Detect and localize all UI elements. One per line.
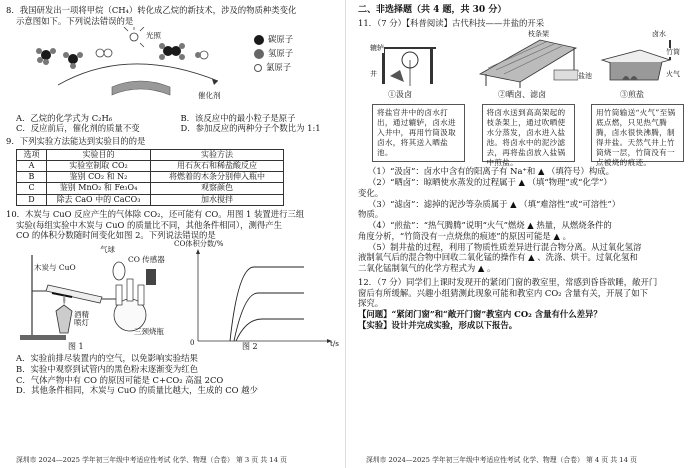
catalyst-label: 催化剂: [198, 90, 221, 100]
q10-option-c: C．气体产物中有 CO 的原因可能是 C+CO₂ 高温 2CO: [16, 374, 224, 385]
well-illustration: [380, 48, 436, 86]
q10-stem-line2: 实验(每组实验中木炭与 CuO 的质量比不同，其他条件相同），测得产生: [16, 219, 282, 230]
table-row: [17, 183, 284, 194]
q9-table: [16, 149, 284, 206]
table-row: [17, 194, 284, 205]
label-brine: 卤水: [652, 30, 666, 39]
q9-stem: 9．下列实验方法能达到实验目的的是: [6, 136, 146, 146]
table-cell: D: [17, 194, 47, 205]
label-flask: 三颈烧瓶: [134, 327, 164, 337]
label-mix: 木炭与 CuO: [34, 263, 76, 273]
light-icon: [124, 27, 144, 47]
hydrogen-atom-icon: [254, 49, 264, 59]
page-footer: 深圳市 2024—2025 学年初三年级中考适应性考试 化学、物理（合卷） 第 4 页 共 14 页: [366, 456, 637, 465]
table-cell: 用石灰石和稀盐酸反应: [151, 160, 284, 171]
curve-3: [236, 319, 304, 341]
q11-items: [358, 166, 685, 274]
q8-stem-line1: 8．我国研发出一项将甲烷（CH₄）转化成乙烷的新技术，涉及的物质种类变化: [6, 5, 297, 15]
caption-3: ③煎盐: [620, 90, 644, 100]
table-header: 选项: [17, 149, 47, 160]
table-row: [17, 160, 284, 171]
table-cell: A: [17, 160, 47, 171]
label-rack: 枝条架: [528, 30, 549, 39]
curve-2: [234, 293, 304, 341]
legend-hydrogen: 氢原子: [268, 48, 294, 59]
label-fire: 火气: [666, 70, 680, 79]
text-box-2: 将卤水送到高高架起的枝条架上，通过吹晒使水分蒸发，卤水进入盐池。将卤水中的泥沙滤去，再将盐卤放入盐锅中煎盐。: [482, 104, 575, 162]
caption-1: ①汲卤: [388, 90, 412, 100]
q10-options: [6, 353, 339, 396]
q10-option-b: B．实验中观察到试管内的黑色粉末逐渐变为红色: [16, 363, 199, 374]
table-header: 实验目的: [47, 149, 151, 160]
section-title: 二、非选择题（共 4 题，共 30 分）: [358, 5, 507, 15]
q10-option-d: D．其他条件相同，木炭与 CuO 的质量比越大，生成的 CO 越少: [16, 385, 258, 396]
table-cell: B: [17, 172, 47, 183]
molecule-right-2: [195, 51, 208, 59]
q12-experiment: 【实验】设计并完成实验，形成以下报告。: [358, 319, 518, 330]
q10-stem-line3: CO 的体积分数随时间变化如图 2。下列说法错误的是: [16, 230, 216, 241]
q11-item-3: （3）“滤卤”：滤掉的泥沙等杂质属于 ▲ （填“难溶性”或“可溶性”）: [368, 198, 621, 209]
legend-chlorine: 氯原子: [266, 62, 292, 73]
molecule-right-1: [159, 43, 185, 60]
q11-illustrations: [370, 30, 688, 100]
table-cell: C: [17, 183, 47, 194]
molecule-left-1: [36, 48, 56, 65]
pan-illustration: [602, 40, 670, 80]
table-cell: 加水搅拌: [151, 194, 284, 205]
q12-question: 【问题】“紧闭门窗”和“敞开门窗”教室内 CO₂ 含量有什么差异？: [358, 309, 602, 320]
catalyst-surface: [112, 81, 170, 95]
table-cell: 除去 CaO 中的 CaCO₃: [47, 194, 151, 205]
label-sensor: CO 传感器: [128, 255, 165, 265]
legend-carbon: 碳原子: [268, 34, 294, 45]
label-burner: 酒精喷灯: [74, 310, 89, 328]
chlorine-atom-icon: [254, 64, 262, 72]
page-4: [346, 0, 691, 468]
q10-option-a: A．实验前排尽装置内的空气，以免影响实验结果: [16, 353, 198, 364]
q11-item-2-cont: 变化。: [358, 187, 384, 198]
table-cell: 观察颜色: [151, 183, 284, 194]
table-header: 实验方法: [151, 149, 284, 160]
q12-stem-line2: 窗后有所缓解。兴趣小组猜测此现象可能和教室内 CO₂ 含量有关，开展了如下: [358, 287, 648, 298]
q8-options: [6, 113, 339, 135]
burner-icon: [56, 305, 72, 333]
table-cell: 鉴别 MnO₂ 和 Fe₃O₄: [47, 183, 151, 194]
q8-option-c: C．反应前后，催化剂的质量不变: [16, 123, 140, 134]
q8-figure: [28, 27, 328, 113]
text-box-1: 将盐官井中的卤水打出，通过辘轳，卤水进入井中，再用竹筒汲取卤水，将其送入晒盐池。: [372, 104, 465, 162]
q8-option-a: A．乙烷的化学式为 C₂H₆: [16, 112, 113, 123]
carbon-atom-icon: [254, 35, 264, 45]
chart-origin: 0: [190, 339, 195, 348]
q11-item-5-cont: 液制氧气后的混合物中回收二氧化锰的操作有 ▲ 、洗涤、烘干。过氧化氢和: [358, 252, 638, 263]
caption-2: ②晒卤、滤卤: [498, 90, 546, 100]
q11-item-5-cont2: 二氧化锰制氧气的化学方程式为 ▲ 。: [358, 263, 496, 274]
atom-legend: [254, 33, 293, 75]
table-row: [17, 172, 284, 183]
q11-item-3-cont: 物质。: [358, 209, 384, 220]
table-cell: 将燃着的木条分别伸入瓶中: [151, 172, 284, 183]
label-bamboo: 竹筒: [666, 48, 680, 57]
q11-item-4-cont: 角度分析，“竹筒没有一点烧焦的痕迹”的原因可能是 ▲ 。: [358, 230, 571, 241]
chart-ylabel: CO体积分数/%: [174, 239, 224, 249]
table-header-row: [17, 149, 284, 160]
q12: [358, 277, 685, 331]
label-pulley: 辘轳: [370, 44, 384, 53]
q11-stem: 11．（7 分）【科普阅读】古代科技——井盐的开采: [358, 17, 545, 28]
chart-xlabel: t/s: [330, 339, 339, 349]
label-pool: 盐池: [578, 72, 592, 81]
text-box-3: 用竹筒输送“火气”至锅底点燃，只见热气腾腾，卤水很快沸腾，制得井盐。天然气井上竹筒烧一层，竹筒没有一点被烧的痕迹。: [591, 104, 684, 162]
q11-item-4: （4）“煎盐”：“热气腾腾”说明“火气”燃烧 ▲ 热量，从燃烧条件的: [368, 220, 612, 231]
curve-1: [230, 267, 304, 341]
q12-stem-line3: 探究。: [358, 298, 384, 309]
page-footer: 深圳市 2024—2025 学年初三年级中考适应性考试 化学、物理（合卷） 第 3 页 共 14 页: [16, 456, 287, 465]
q8-option-b: B．该反应中的最小粒子是原子: [180, 112, 296, 123]
q8-option-d: D．参加反应的两种分子个数比为 1:1: [180, 123, 321, 134]
q10-figures: [12, 241, 342, 353]
q11-item-2: （2）“晒卤”：晾晒使水蒸发的过程属于 ▲ （填“物理”或“化学”）: [368, 177, 612, 188]
co-curve-chart: [184, 247, 334, 347]
label-balloon: 气球: [100, 245, 115, 255]
table-cell: 实验室制取 CO₂: [47, 160, 151, 171]
molecule-cl: [96, 49, 112, 57]
molecule-left-2: [63, 52, 83, 69]
fig1-caption: 图 1: [68, 342, 84, 352]
q8-stem-line2: 示意图如下。下列说法错误的是: [16, 15, 134, 26]
rack-illustration: [480, 40, 578, 88]
sensor-icon: [146, 269, 156, 285]
label-well: 井: [370, 70, 377, 79]
q10-stem-line1: 10．木炭与 CuO 反应产生的气体除 CO₂，还可能有 CO。用图 1 装置进行三组: [6, 208, 305, 219]
q11-text-boxes: [372, 104, 684, 167]
balloon-icon: [113, 262, 125, 280]
fig2-caption: 图 2: [242, 342, 258, 352]
table-cell: 鉴别 CO₂ 和 N₂: [47, 172, 151, 183]
q11-item-1: （1）“汲卤”：卤水中含有的阳离子有 Na⁺和 ▲ （填符号）构成。: [368, 166, 615, 177]
q12-stem-line1: 12．（7 分）同学们上课时发现开的紧闭门窗的教室里，常感到昏昏欲睡，敞开门: [358, 276, 658, 287]
q11-item-5: （5）制井盐的过程，利用了物质性质差异进行混合物分离。从过氧化氢溶: [368, 241, 642, 252]
light-label: 光照: [146, 30, 161, 40]
